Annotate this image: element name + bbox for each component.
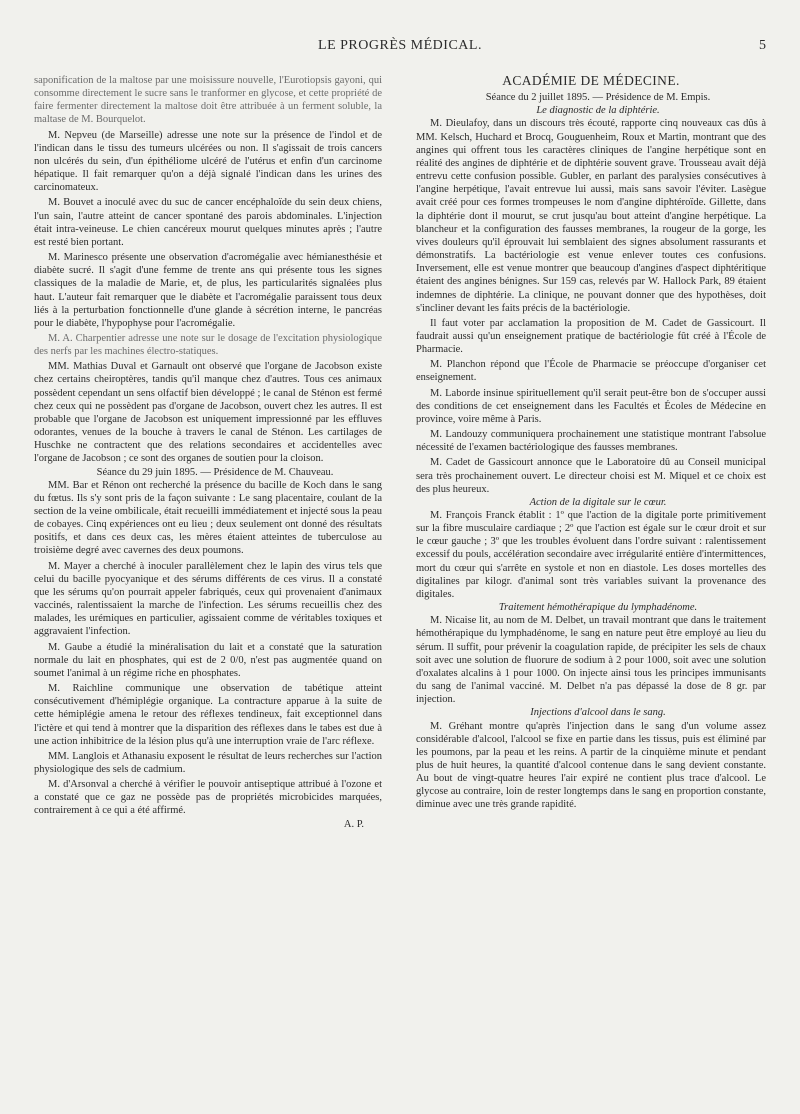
subheading-lymphadenome: Traitement hémothérapique du lymphadénome. — [498, 602, 698, 614]
paragraph-bar-renon: MM. Bar et Rénon ont recherché la présence du bacille de Koch dans le sang du fœtus. Ils s'y sont pris de la façon suivante : Le sang placentaire, coulant de la section de la veine ombilicale, était recueilli immédiatement et injecté sous la peau de cobayes. Cinq expériences ont eu lieu ; deux seulement ont donné des résultats positifs, et dans ces deux cas, les mères étaient atteintes de tuberculose au troisième degré avec cavernes des deux poumons. — [34, 479, 382, 557]
paragraph-bouvet: M. Bouvet a inoculé avec du suc de cancer encéphaloïde du sein deux chiens, l'un sain, l'autre atteint de cancer spontané des parois abdominales. L'injection était intra-veineuse. Le chien cancéreux mourut quelques minutes après ; l'autre est resté bien portant. — [34, 197, 382, 248]
page-number: 5 — [759, 38, 766, 53]
paragraph-dieulafoy: M. Dieulafoy, dans un discours très écouté, rapporte cinq nouveaux cas dûs à MM. Kelsch, Huchard et Brocq, Gouguenheim, Roux et Martin, montrant que des angines qui offrent tous les caractères cliniques de l'angine herpétique sont en réalité des angines de diphtérie et de diphtérie souvent grave. Trousseau avait déjà entrevu cette confusion possible. Gubler, en parlant des paralysies consécutives à l'angine herpétique, l'avait entrevue lui aussi, mais sans savoir l'éviter. Lasègue avait créé pour ces formes trompeuses le nom d'angine diphtéroïde. Gillette, dans la diphtérie dont il mourut, se crut jusqu'au bout atteint d'angine herpétique. La blancheur et la configuration des fausses membranes, la rougeur de la gorge, les vives douleurs qu'il éprouvait lui semblaient des signes absolument rassurants et démonstratifs. La bactériologie est venue enlever toutes ces confusions. Inversement, elle est venue montrer que beaucoup d'angines d'aspect diphtéritique étaient des angines bénignes. Sur 159 cas, relevés par W. Hallock Park, 89 étaient indemnes de diphtérie. La clinique, ne pouvant donner que des hypothèses, doit s'incliner devant les faits précis de la bactériologie. — [416, 118, 766, 314]
paragraph-charpentier: M. A. Charpentier adresse une note sur le dosage de l'excitation physiologique des nerfs par les machines électro-statiques. — [34, 332, 382, 358]
paragraph-nicaise: M. Nicaise lit, au nom de M. Delbet, un travail montrant que dans le traitement hémothérapique du lymphadénome, le sang en nature peut être employé au lieu du sérum. Il suffit, pour prévenir la coagulation rapide, de précipiter les sels de chaux soit avec une solution de fluorure de sodium à 2 pour 1000, soit avec une solution d'oxalates alcalins à 1 pour 1000. On injecte ainsi tous les principes immunisants du sang de l'animal vacciné. M. Delbet n'a pas dépassé la dose de 8 gr. par injection. — [416, 615, 766, 706]
paragraph-landouzy: M. Landouzy communiquera prochainement une statistique montrant l'absolue nécessité de l'examen bactériologique des fausses membranes. — [416, 429, 766, 454]
paragraph-langlois: MM. Langlois et Athanasiu exposent le résultat de leurs recherches sur l'action physiologique des sels de cadmium. — [34, 750, 382, 775]
paragraph-mayer: M. Mayer a cherché à inoculer parallèlement chez le lapin des virus tels que celui du bacille pyocyanique et des sérums différents de ces virus. Il a constaté que les sérums qu'on pourrait appeler fabriqués, ceux qui provenaient d'animaux vaccinés, ralentissaient la marche de l'infection. Les sérums recueillis chez des malades, les urémiques en particulier, agissaient comme de véritables toxiques et aggravaient l'infection. — [34, 560, 382, 638]
paragraph-grehant: M. Gréhant montre qu'après l'injection dans le sang d'un volume assez considérable d'alcool, l'alcool se fixe en partie dans les tissus, puis est éliminé par les poumons, par la peau et les reins. A partir de la cinquième minute et pendant plus de huit heures, la quantité d'alcool contenue dans le sang devient constante. Au bout de vingt-quatre heures l'air expiré ne contient plus trace d'alcool. Le glycose au contraire, loin de rester longtemps dans le sang en proportion constante, diminue avec une très grande rapidité. — [416, 720, 766, 811]
paragraph-marinesco: M. Marinesco présente une observation d'acromégalie avec hémianesthésie et diabète sucré. Il s'agit d'une femme de trente ans qui présente tous les signes classiques de la maladie de Marie, et, de plus, les particularités signalées plus haut. L'auteur fait remarquer que le diabète et l'acromégalie paraissent tous deux liés à la perturbation fonctionnelle d'une glande à sécrétion interne, le pancréas pour le diabète, l'hypophyse pour l'acromégalie. — [34, 252, 382, 329]
session-heading-july: Séance du 2 juillet 1895. — Présidence de M. Empis. — [485, 92, 711, 104]
paragraph-vote: Il faut voter par acclamation la proposition de M. Cadet de Gassicourt. Il faudrait aussi qu'un enseignement pratique de bactériologie fût créé à l'École de Pharmacie. — [416, 317, 766, 356]
paragraph-gaube: M. Gaube a étudié la minéralisation du lait et a constaté que la saturation normale du lait en phosphates, qui est de 2 0/0, n'est pas augmentée quand on soumet l'animal à un régime riche en phosphates. — [34, 641, 382, 679]
paragraph-planchon: M. Planchon répond que l'École de Pharmacie se préoccupe d'organiser cet enseignement. — [416, 359, 766, 384]
subheading-digitalis: Action de la digitale sur le cœur. — [529, 496, 667, 508]
paragraph-raichline: M. Raichline communique une observation de tabétique atteint consécutivement d'hémiplégie organique. La contracture apparue à la suite de cette hémiplégie amena le retour des réflexes tendineux, fait exceptionnel dans l'ictère et qui tend à montrer que la disparition des réflexes dans le tabes est due à une action inhibitrice de la lésion plus qu'à une interruption vraie de l'arc réflexe. — [34, 683, 382, 747]
section-title: ACADÉMIE DE MÉDECINE. — [502, 73, 680, 88]
paragraph-nepveu: M. Nepveu (de Marseille) adresse une note sur la présence de l'indol et de l'indican dans le tissu des tumeurs ulcérées ou non. Il s'agissait de trois cancers non ulcérés du sein, d'un épithéliome ulcéré de l'utérus et enfin d'un carcinome hépatique. Il fait remarquer qu'on a déjà signalé l'indican dans les urines des carcinomateux. — [34, 129, 382, 194]
paragraph-maltose: saponification de la maltose par une moisissure nouvelle, l'Eurotiopsis gayoni, qui consomme directement le sucre sans le tranformer en glycose, et cette propriété de faire fermenter directement la maltose doit être attribuée à un ferment soluble, la maltase de M. Bourquelot. — [34, 75, 382, 126]
paragraph-arsonval: M. d'Arsonval a cherché à vérifier le pouvoir antiseptique attribué à l'ozone et a constaté que ce gaz ne possède pas de propriétés microbicides marquées, contrairement à ce qui a été affirmé. — [34, 779, 382, 817]
session-heading-june: Séance du 29 juin 1895. — Présidence de M. Chauveau. — [96, 466, 334, 478]
left-column — [34, 74, 382, 831]
paragraph-cadet: M. Cadet de Gassicourt annonce que le Laboratoire dû au Conseil municipal sera très prochainement ouvert. Le directeur choisi est M. Miquel et ce choix est des plus heureux. — [416, 457, 766, 495]
journal-title: LE PROGRÈS MÉDICAL. — [318, 38, 482, 53]
right-column — [416, 74, 766, 812]
author-signature: A. P. — [343, 818, 364, 830]
paragraph-duval-garnault: MM. Mathias Duval et Garnault ont observé que l'organe de Jacobson existe chez certains cheiroptères, tandis qu'il manque chez d'autres. Tous ces animaux possèdent cependant un sens olfactif bien développé ; le canal de Sténon est fermé chez ceux qui ne possèdent pas d'organe de Jacobson, ouvert chez les autres. Il est probable que l'organe de Jacobson est uniquement impressionné par les effluves odorantes, venues de la bouche à travers le canal de Sténon. Les cartilages de Huschke ne contractent que des relations secondaires et accidentelles avec l'organe de Jacobson ; ce sont des organes de soutien pour la cloison. — [34, 361, 382, 465]
subheading-diphtheria: Le diagnostic de la diphtérie. — [536, 105, 660, 117]
paragraph-franck: M. François Franck établit : 1º que l'action de la digitale porte primitivement sur la fibre musculaire cardiaque ; 2º que l'action est égale sur le cœur droit et sur le cœur gauche ; 3º que les troubles évoluent dans l'ordre suivant : ralentissement excessif du pouls, accélération secondaire avec irrégularité entière d'intermittences, mort du cœur qui s'arrête en systole et non en diastole. Les doses mortelles des digitalines par kilogr. d'animal sont très variables suivant la provenance des digitales. — [416, 510, 766, 600]
running-header — [0, 38, 800, 58]
subheading-alcohol: Injections d'alcool dans le sang. — [530, 707, 666, 719]
paragraph-laborde: M. Laborde insinue spirituellement qu'il serait peut-être bon de s'occuper aussi des conditions de cet enseignement dans les Facultés et Écoles de Médecine en province, voire même à Paris. — [416, 387, 766, 425]
